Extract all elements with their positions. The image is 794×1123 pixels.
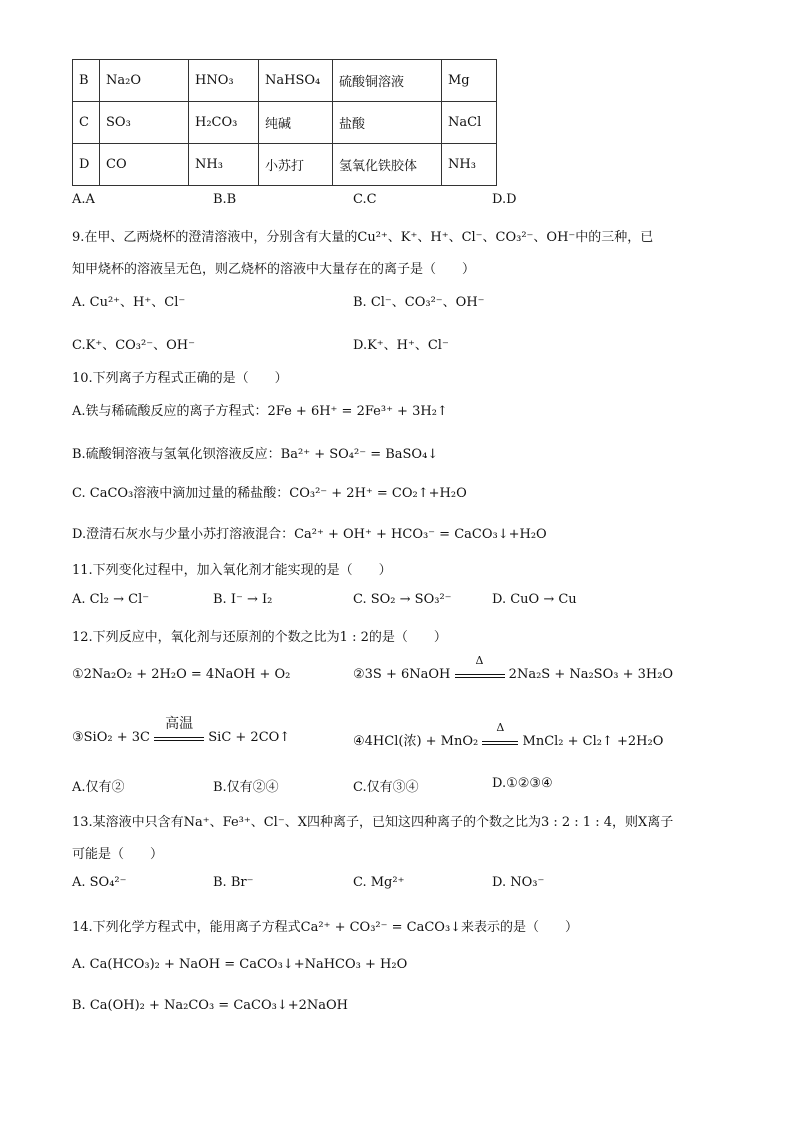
equals-double-line <box>154 737 204 741</box>
table-cell: Na₂O <box>100 60 189 102</box>
q11-choice-a[interactable]: A. Cl₂ → Cl⁻ <box>72 592 150 607</box>
q9-choice-c[interactable]: C.K⁺、CO₃²⁻、OH⁻ <box>72 338 195 353</box>
q12-choice-b[interactable]: B.仅有②④ <box>213 780 279 795</box>
table-cell: NaCl <box>442 102 497 144</box>
equals-double-line <box>482 741 518 745</box>
q10-choice-b[interactable]: B.硫酸铜溶液与氢氧化钡溶液反应：Ba²⁺ + SO₄²⁻ = BaSO₄↓ <box>72 447 439 462</box>
q12-choice-d[interactable]: D.①②③④ <box>492 776 553 791</box>
table-row <box>73 144 497 186</box>
q9-choice-a[interactable]: A. Cu²⁺、H⁺、Cl⁻ <box>72 295 186 310</box>
table-cell: CO <box>100 144 189 186</box>
q11-choice-c[interactable]: C. SO₂ → SO₃²⁻ <box>353 592 452 607</box>
q9-stem-line1: 9.在甲、乙两烧杯的澄清溶液中，分别含有大量的Cu²⁺、K⁺、H⁺、Cl⁻、CO₃²⁻、OH⁻中的三种，已 <box>72 230 654 245</box>
q13-choice-b[interactable]: B. Br⁻ <box>213 875 254 890</box>
table-cell: 硫酸铜溶液 <box>333 60 442 102</box>
q13-stem-line2: 可能是（ ） <box>72 847 164 862</box>
equals-double-line <box>455 674 505 678</box>
table-cell: NH₃ <box>442 144 497 186</box>
q13-stem-line1: 13.某溶液中只含有Na⁺、Fe³⁺、Cl⁻、X四种离子，已知这四种离子的个数之比为3 : 2 : 1 : 4，则X离子 <box>72 815 674 830</box>
q11-choice-b[interactable]: B. I⁻ → I₂ <box>213 592 273 607</box>
q14-choice-a[interactable]: A. Ca(HCO₃)₂ + NaOH = CaCO₃↓+NaHCO₃ + H₂O <box>72 957 408 972</box>
table-cell: NaHSO₄ <box>259 60 333 102</box>
table-cell: SO₃ <box>100 102 189 144</box>
q12-reaction-2 <box>353 654 674 682</box>
q12-reaction-1: ①2Na₂O₂ + 2H₂O = 4NaOH + O₂ <box>72 667 291 682</box>
table-row <box>73 60 497 102</box>
reaction-4-left: ④4HCl(浓) + MnO₂ <box>353 734 479 749</box>
table-cell: 氢氧化铁胶体 <box>333 144 442 186</box>
q10-choice-a[interactable]: A.铁与稀硫酸反应的离子方程式：2Fe + 6H⁺ = 2Fe³⁺ + 3H₂↑ <box>72 404 448 419</box>
q14-stem: 14.下列化学方程式中，能用离子方程式Ca²⁺ + CO₃²⁻ = CaCO₃↓来表示的是（ ） <box>72 920 579 935</box>
table-cell: Mg <box>442 60 497 102</box>
reaction-condition-arrow <box>154 716 204 741</box>
q13-choice-c[interactable]: C. Mg²⁺ <box>353 875 405 890</box>
reaction-4-right: MnCl₂ + Cl₂↑ +2H₂O <box>522 734 664 749</box>
q10-stem: 10.下列离子方程式正确的是（ ） <box>72 371 288 386</box>
q12-reaction-4 <box>353 721 664 749</box>
q11-choice-d[interactable]: D. CuO → Cu <box>492 592 577 607</box>
row-label: B <box>73 60 100 102</box>
reaction-3-right: SiC + 2CO↑ <box>208 730 291 745</box>
table-cell: HNO₃ <box>189 60 259 102</box>
table-cell: 小苏打 <box>259 144 333 186</box>
table-row <box>73 102 497 144</box>
q11-stem: 11.下列变化过程中，加入氧化剂才能实现的是（ ） <box>72 563 392 578</box>
reaction-3-left: ③SiO₂ + 3C <box>72 730 150 745</box>
table-cell: 纯碱 <box>259 102 333 144</box>
q8-choice-d[interactable]: D.D <box>492 192 517 207</box>
q12-reaction-3 <box>72 716 291 745</box>
heat-condition: Δ <box>496 721 505 734</box>
reaction-condition-arrow <box>455 654 505 678</box>
row-label: D <box>73 144 100 186</box>
q10-choice-d[interactable]: D.澄清石灰水与少量小苏打溶液混合：Ca²⁺ + OH⁺ + HCO₃⁻ = CaCO₃↓+H₂O <box>72 527 547 542</box>
q8-choice-b[interactable]: B.B <box>213 192 237 207</box>
q12-choice-a[interactable]: A.仅有② <box>72 780 125 795</box>
reaction-2-right: 2Na₂S + Na₂SO₃ + 3H₂O <box>508 667 674 682</box>
reaction-condition-arrow <box>482 721 518 745</box>
q9-stem-line2: 知甲烧杯的溶液呈无色，则乙烧杯的溶液中大量存在的离子是（ ） <box>72 262 476 277</box>
q13-choice-d[interactable]: D. NO₃⁻ <box>492 875 545 890</box>
q8-choice-c[interactable]: C.C <box>353 192 377 207</box>
q9-choice-b[interactable]: B. Cl⁻、CO₃²⁻、OH⁻ <box>353 295 485 310</box>
q12-choice-c[interactable]: C.仅有③④ <box>353 780 419 795</box>
table-cell: NH₃ <box>189 144 259 186</box>
high-temp-condition: 高温 <box>165 716 194 732</box>
row-label: C <box>73 102 100 144</box>
q13-choice-a[interactable]: A. SO₄²⁻ <box>72 875 127 890</box>
q8-choice-a[interactable]: A.A <box>72 192 95 207</box>
q14-choice-b[interactable]: B. Ca(OH)₂ + Na₂CO₃ = CaCO₃↓+2NaOH <box>72 998 349 1013</box>
q10-choice-c[interactable]: C. CaCO₃溶液中滴加过量的稀盐酸：CO₃²⁻ + 2H⁺ = CO₂↑+H₂O <box>72 486 467 501</box>
q12-stem: 12.下列反应中，氧化剂与还原剂的个数之比为1 : 2的是（ ） <box>72 630 447 645</box>
reaction-2-left: ②3S + 6NaOH <box>353 667 451 682</box>
q9-choice-d[interactable]: D.K⁺、H⁺、Cl⁻ <box>353 338 449 353</box>
table-cell: H₂CO₃ <box>189 102 259 144</box>
table-cell: 盐酸 <box>333 102 442 144</box>
options-table <box>72 59 497 186</box>
heat-condition: Δ <box>475 654 484 667</box>
